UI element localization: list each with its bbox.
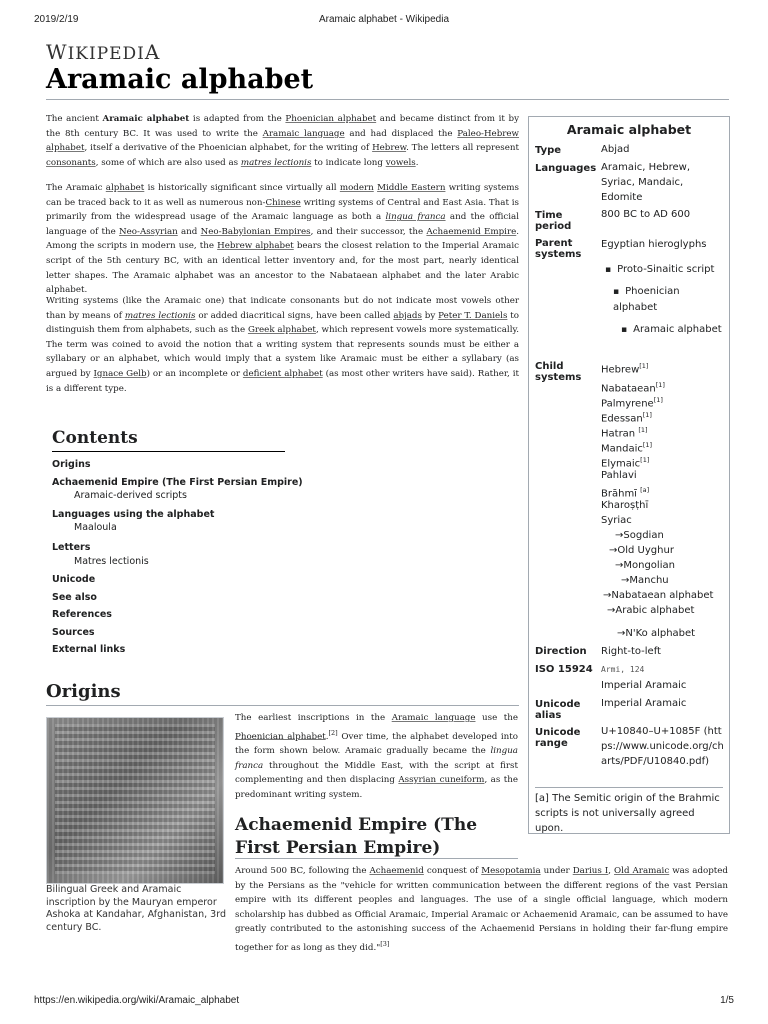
logo-letter-w: W: [46, 40, 68, 64]
text: , itself a derivative of the Phoenician alphabet, for the writing of: [84, 143, 373, 154]
text: bears the closest relation to the Imperial Aramaic script of the 5th century BC, with an identical letter inventory and, for the most part, nearly identical letter shapes. The Aramaic alphabet was an ancestor to the Nabataean alphabet and the later Arabic alphabet.: [46, 241, 519, 296]
toc-item-achaemenid-empire[interactable]: Achaemenid Empire (The First Persian Empire): [52, 477, 303, 488]
infobox-parent-item[interactable]: Egyptian hieroglyphs: [601, 239, 707, 250]
infobox-descendant-item[interactable]: →Arabic alphabet: [607, 605, 695, 616]
reference-link[interactable]: [1]: [655, 381, 665, 389]
link-matres-lectionis[interactable]: matres lectionis: [124, 310, 196, 321]
text: , as the predominant writing system.: [235, 775, 518, 800]
text: use the: [475, 713, 518, 723]
toc-item-external-links[interactable]: External links: [52, 644, 126, 655]
text: and the official language of the: [46, 212, 520, 237]
link-middle-eastern[interactable]: Middle Eastern: [377, 183, 446, 193]
link-abjads[interactable]: abjads: [393, 310, 422, 321]
link-aramaic-language[interactable]: Aramaic language: [262, 128, 345, 139]
toc-title: Contents: [52, 428, 138, 448]
toc-subitem-aramaic-derived-scripts[interactable]: Aramaic-derived scripts: [74, 490, 187, 501]
infobox-child-systems-label: Child systems: [535, 361, 582, 383]
infobox-parent-item[interactable]: [613, 284, 725, 315]
logo-letters: IKIPEDI: [67, 44, 145, 64]
infobox-unicode-range-label: Unicode range: [535, 727, 581, 749]
infobox-iso-code: Armi, 124: [601, 665, 645, 674]
text: , and their successor, the: [310, 226, 427, 237]
reference-link[interactable]: [1]: [640, 456, 650, 464]
reference-link[interactable]: [1]: [638, 426, 648, 434]
infobox-unicode-alias-label: Unicode alias: [535, 699, 581, 721]
toc-item-languages[interactable]: Languages using the alphabet: [52, 509, 215, 520]
toc-item-see-also[interactable]: See also: [52, 592, 97, 603]
child-name: Nabataean: [601, 383, 656, 395]
infobox-parent-item[interactable]: [605, 262, 729, 278]
infobox-direction-label: Direction: [535, 646, 587, 657]
toc-subitem-matres-lectionis[interactable]: Matres lectionis: [74, 556, 149, 567]
link-paleo-hebrew-alphabet[interactable]: Paleo-Hebrew alphabet: [46, 128, 519, 154]
child-name: Edessan: [601, 413, 643, 425]
toc-divider: [52, 451, 285, 452]
infobox-child-item[interactable]: [601, 513, 632, 528]
text: (as most other writers have said). Rather, it is a different type.: [46, 368, 519, 394]
inscription-image[interactable]: [46, 717, 224, 884]
link-neo-babylonian-empires[interactable]: Neo-Babylonian Empires: [200, 226, 311, 237]
link-old-aramaic[interactable]: Old Aramaic: [614, 866, 670, 876]
link-achaemenid-empire[interactable]: Achaemenid Empire: [426, 226, 517, 237]
text: ,: [608, 866, 615, 876]
text: to distinguish them from alphabets, such as the: [46, 310, 520, 336]
text: .: [415, 157, 419, 168]
toc-subitem-maaloula[interactable]: Maaloula: [74, 522, 117, 533]
bold-term: Aramaic alphabet: [102, 114, 190, 124]
infobox-time-period-value: 800 BC to AD 600: [601, 209, 691, 220]
text: Writing systems (like the Aramaic one) that indicate consonants but do not indicate most vowels other than by means of: [46, 296, 519, 321]
text: was adopted by the Persians as the "vehicle for written communication between the different regions of the vast Persian empire with its different peoples and languages. The use of a single official language, which modern scholarship has dubbed as Official Aramaic, Imperial Aramaic or Achaemenid Aramaic, can be assumed to have greatly contributed to the astonishing success of the Achaemenid Persians in holding their far-flung empire together for as long as they did.": [235, 866, 728, 953]
title-divider: [46, 99, 729, 100]
text: is historically significant since virtually all: [144, 183, 340, 193]
child-name: Hebrew: [601, 364, 640, 376]
intro-paragraph-3: [46, 294, 519, 396]
infobox-child-item[interactable]: [601, 468, 637, 483]
text: under: [540, 866, 573, 876]
text: and had displaced the: [344, 128, 458, 139]
section-heading-achaemenid-empire: Achaemenid Empire (The First Persian Empire): [235, 815, 478, 858]
parent-item-label: Phoenician alphabet: [613, 286, 680, 313]
toc-item-references[interactable]: References: [52, 609, 112, 620]
infobox: [528, 116, 730, 834]
link-assyrian-cuneiform[interactable]: Assyrian cuneiform: [398, 775, 485, 786]
intro-paragraph-1: [46, 112, 519, 170]
text: to indicate long: [311, 157, 386, 168]
infobox-descendant-item[interactable]: →Sogdian: [615, 530, 664, 541]
infobox-type-value[interactable]: Abjad: [601, 144, 630, 155]
link-neo-assyrian[interactable]: Neo-Assyrian: [119, 226, 178, 237]
achaemenid-paragraph: [235, 864, 728, 955]
wikipedia-logo[interactable]: [46, 40, 160, 64]
link-consonants[interactable]: consonants: [46, 157, 96, 168]
child-name: Mandaic: [601, 443, 643, 455]
infobox-parent-systems-label: Parent systems: [535, 238, 582, 260]
italic-term: lingua franca: [235, 746, 518, 771]
intro-paragraph-2: [46, 181, 519, 298]
link-darius-i[interactable]: Darius I: [572, 866, 609, 876]
link-chinese[interactable]: Chinese: [265, 197, 301, 208]
infobox-unicode-alias-value: Imperial Aramaic: [601, 698, 687, 709]
infobox-direction-value: Right-to-left: [601, 646, 661, 657]
toc-item-letters[interactable]: Letters: [52, 542, 91, 553]
child-name: Palmyrene: [601, 398, 654, 410]
text: ) or an incomplete or: [146, 368, 243, 379]
link-modern[interactable]: modern: [339, 183, 374, 193]
print-date: 2019/2/19: [34, 14, 79, 25]
text: throughout the Middle East, with the script at first complementing and then displacing: [235, 760, 518, 786]
print-page-number: 1/5: [720, 995, 734, 1006]
child-name: Brāhmī: [601, 488, 641, 500]
link-phoenician-alphabet[interactable]: Phoenician alphabet: [235, 731, 326, 742]
infobox-iso-name[interactable]: Imperial Aramaic: [601, 680, 687, 691]
link-mesopotamia[interactable]: Mesopotamia: [481, 866, 541, 876]
text: Over time, the alphabet developed into the form shown below. Aramaic gradually became the: [235, 731, 518, 757]
reference-link[interactable]: [1]: [639, 362, 649, 370]
link-vowels[interactable]: vowels: [385, 157, 416, 168]
print-url: https://en.wikipedia.org/wiki/Aramaic_alphabet: [34, 995, 240, 1006]
link-lingua-franca[interactable]: lingua franca: [385, 212, 446, 223]
text: . The letters all represent: [406, 143, 519, 154]
text: The Aramaic: [46, 183, 106, 193]
reference-link[interactable]: [a]: [640, 486, 650, 494]
infobox-languages-value: Aramaic, Hebrew, Syriac, Mandaic, Edomite: [601, 162, 691, 203]
text: The ancient: [46, 114, 103, 124]
link-hebrew[interactable]: Hebrew: [372, 143, 407, 154]
infobox-child-item[interactable]: [601, 498, 648, 513]
parent-item-label: Proto-Sinaitic script: [617, 264, 715, 275]
infobox-unicode-range-value[interactable]: U+10840–U+1085F (https://www.unicode.org/charts/PDF/U10840.pdf): [601, 726, 724, 767]
reference-link[interactable]: [3]: [380, 939, 390, 948]
reference-link[interactable]: [1]: [642, 441, 653, 449]
origins-paragraph: The earliest inscriptions in the Aramaic language use the Phoenician alphabet.[2] Over time, the alphabet developed into the form shown below. Aramaic gradually became the lingua franca throughout the Middle East, with the script at first complementing and then displacing Assyrian cuneiform, as the predominant writing system.: [235, 713, 518, 800]
link-matres-lectionis[interactable]: matres lectionis: [240, 157, 312, 168]
infobox-descendant-item[interactable]: →Mongolian: [615, 560, 675, 571]
inscription-texture: [47, 718, 223, 883]
reference-link[interactable]: [2]: [328, 728, 338, 737]
infobox-parent-item[interactable]: [621, 322, 725, 338]
infobox-footnote: [a] The Semitic origin of the Brahmic scripts is not universally agreed upon.: [535, 787, 723, 836]
link-phoenician-alphabet[interactable]: Phoenician alphabet: [285, 114, 377, 124]
link-greek-alphabet[interactable]: Greek alphabet: [247, 325, 316, 336]
reference-link[interactable]: [1]: [642, 411, 652, 419]
text: , some of which are also used as: [95, 157, 241, 168]
text: by: [421, 310, 439, 321]
infobox-languages-label: Languages: [535, 163, 597, 174]
link-peter-t-daniels[interactable]: Peter T. Daniels: [438, 310, 508, 321]
section-heading-origins: Origins: [46, 681, 121, 702]
child-name: Hatran: [601, 428, 639, 440]
infobox-descendant-item[interactable]: →Manchu: [621, 575, 669, 586]
child-name: Elymaic: [601, 458, 641, 470]
text: Around 500 BC, following the: [235, 866, 370, 876]
text: and became distinct from it by the 8th century BC. It was used to write the: [46, 114, 520, 139]
infobox-descendant-item[interactable]: →Old Uyghur: [609, 545, 674, 556]
infobox-time-period-label: Time period: [535, 210, 572, 232]
text: or added diacritical signs, have been called: [195, 310, 394, 321]
text: conquest of: [423, 866, 482, 876]
link-deficient-alphabet[interactable]: deficient alphabet: [242, 368, 323, 379]
page-title: Aramaic alphabet: [46, 64, 314, 95]
infobox-descendant-item[interactable]: →Nabataean alphabet: [603, 590, 714, 601]
parent-item-label: Aramaic alphabet: [633, 324, 722, 335]
link-achaemenid[interactable]: Achaemenid: [369, 866, 424, 876]
infobox-type-label: Type: [535, 145, 562, 156]
section-divider: [235, 858, 518, 859]
child-name: Kharoṣṭhī: [601, 500, 649, 511]
child-name: Pahlavi: [601, 470, 637, 481]
infobox-child-item[interactable]: [601, 359, 648, 377]
infobox-descendant-item[interactable]: →N'Ko alphabet: [617, 628, 696, 639]
section-divider: [46, 705, 519, 706]
reference-link[interactable]: [1]: [653, 396, 663, 404]
infobox-iso-label: ISO 15924: [535, 664, 593, 675]
toc-item-origins[interactable]: Origins: [52, 459, 91, 470]
text: writing systems can be traced back to it as well as numerous non-: [46, 183, 519, 208]
link-aramaic-language[interactable]: Aramaic language: [391, 713, 476, 723]
link-hebrew-alphabet[interactable]: Hebrew alphabet: [217, 241, 294, 252]
text: writing systems of Central and East Asia. That is primarily from the widespread usage of the Aramaic language as both a: [46, 197, 519, 223]
print-doc-title: Aramaic alphabet - Wikipedia: [318, 14, 450, 25]
link-alphabet[interactable]: alphabet: [105, 183, 145, 193]
child-name: Syriac: [601, 515, 632, 526]
logo-letter-a: A: [144, 40, 161, 64]
image-caption: Bilingual Greek and Aramaic inscription by the Mauryan emperor Ashoka at Kandahar, Afghanistan, 3rd century BC.: [46, 884, 226, 933]
text: and: [177, 226, 201, 237]
text: is adapted from the: [189, 114, 286, 124]
link-ignace-gelb[interactable]: Ignace Gelb: [93, 368, 147, 379]
toc-item-sources[interactable]: Sources: [52, 627, 95, 638]
text: The earliest inscriptions in the: [235, 713, 392, 723]
text: . Among the scripts in modern use, the: [46, 226, 520, 252]
infobox-title: Aramaic alphabet: [566, 122, 692, 137]
text: , which represent vowels more systematically. The term was coined to avoid the notion that a writing system that represents sounds must be either a syllabary or an alphabet, which would imply that a system like Aramaic must be either a syllabary (as argued by: [46, 325, 520, 379]
toc-item-unicode[interactable]: Unicode: [52, 574, 96, 585]
